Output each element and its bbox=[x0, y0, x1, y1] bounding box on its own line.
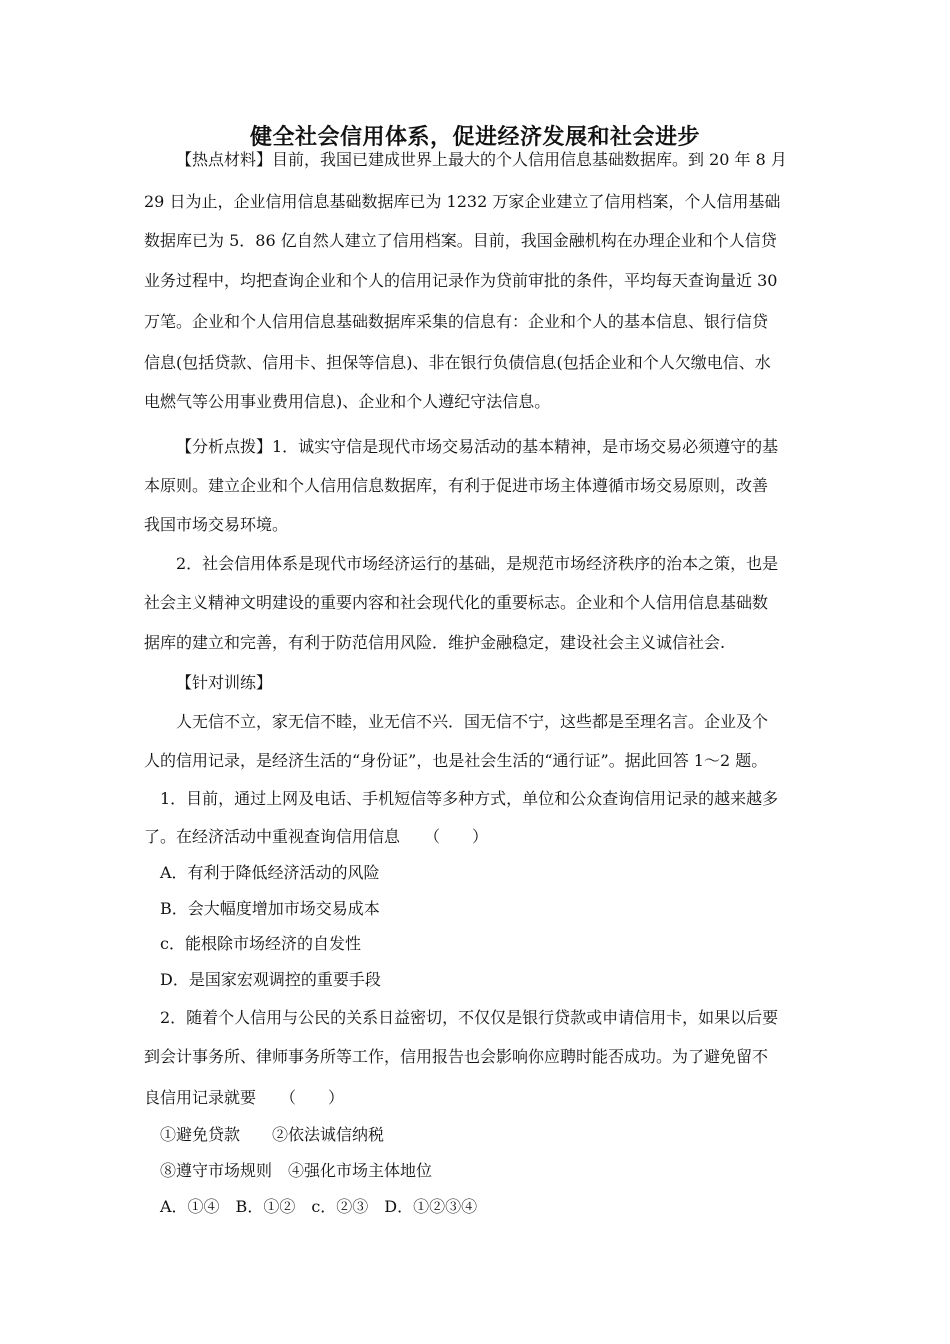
analysis-line: 本原则。建立企业和个人信用信息数据库，有利于促进市场主体遵循市场交易原则，改善 bbox=[144, 476, 769, 495]
material-line: 业务过程中，均把查询企业和个人的信用记录作为贷前审批的条件，平均每天查询量近 30 bbox=[144, 271, 778, 290]
analysis-line: 2．社会信用体系是现代市场经济运行的基础，是规范市场经济秩序的治本之策，也是 bbox=[176, 554, 779, 573]
material-line: 信息(包括贷款、信用卡、担保等信息)、非在银行负债信息(包括企业和个人欠缴电信、水 bbox=[144, 353, 771, 372]
analysis-line: 我国市场交易环境。 bbox=[144, 515, 289, 534]
analysis-line: 【分析点拨】1．诚实守信是现代市场交易活动的基本精神，是市场交易必须遵守的基 bbox=[176, 437, 779, 456]
statement-item: ①避免贷款 ②依法诚信纳税 bbox=[160, 1125, 385, 1144]
material-line: 万笔。企业和个人信用信息基础数据库采集的信息有：企业和个人的基本信息、银行信贷 bbox=[144, 312, 769, 331]
training-intro-line: 人无信不立，家无信不睦，业无信不兴．国无信不宁，这些都是至理名言。企业及个 bbox=[176, 712, 769, 731]
material-line: 电燃气等公用事业费用信息)、企业和个人遵纪守法信息。 bbox=[144, 392, 551, 411]
material-line: 【热点材料】目前，我国已建成世界上最大的个人信用信息基础数据库。到 20 年 8 月 bbox=[176, 150, 787, 169]
analysis-line: 社会主义精神文明建设的重要内容和社会现代化的重要标志。企业和个人信用信息基础数 bbox=[144, 593, 769, 612]
page-title: 健全社会信用体系，促进经济发展和社会进步 bbox=[249, 124, 700, 150]
training-intro-line: 人的信用记录，是经济生活的“身份证”，也是社会生活的“通行证”。据此回答 1～2 题。 bbox=[144, 751, 768, 770]
training-heading: 【针对训练】 bbox=[176, 673, 273, 692]
question-stem-line: 到会计事务所、律师事务所等工作，信用报告也会影响你应聘时能否成功。为了避免留不 bbox=[144, 1047, 769, 1066]
option-b: B．会大幅度增加市场交易成本 bbox=[160, 899, 380, 918]
material-line: 29 日为止，企业信用信息基础数据库已为 1232 万家企业建立了信用档案，个人信用基础 bbox=[144, 192, 781, 211]
analysis-line: 据库的建立和完善，有利于防范信用风险．维护金融稳定，建设社会主义诚信社会. bbox=[144, 633, 726, 652]
question-stem-line: 2．随着个人信用与公民的关系日益密切，不仅仅是银行贷款或申请信用卡，如果以后要 bbox=[160, 1008, 779, 1027]
answer-options: A．①④ B．①② c．②③ D．①②③④ bbox=[160, 1197, 478, 1216]
question-stem-line: 良信用记录就要 （ ） bbox=[144, 1088, 345, 1107]
option-c: c．能根除市场经济的自发性 bbox=[160, 934, 361, 953]
statement-item: ⑧遵守市场规则 ④强化市场主体地位 bbox=[160, 1161, 433, 1180]
option-a: A．有利于降低经济活动的风险 bbox=[160, 863, 380, 882]
question-stem-line: 1．目前，通过上网及电话、手机短信等多种方式，单位和公众查询信用记录的越来越多 bbox=[160, 789, 779, 808]
material-line: 数据库已为 5．86 亿自然人建立了信用档案。目前，我国金融机构在办理企业和个人信贷 bbox=[144, 231, 777, 250]
option-d: D．是国家宏观调控的重要手段 bbox=[160, 970, 381, 989]
question-stem-line: 了。在经济活动中重视查询信用信息 （ ） bbox=[144, 827, 489, 846]
